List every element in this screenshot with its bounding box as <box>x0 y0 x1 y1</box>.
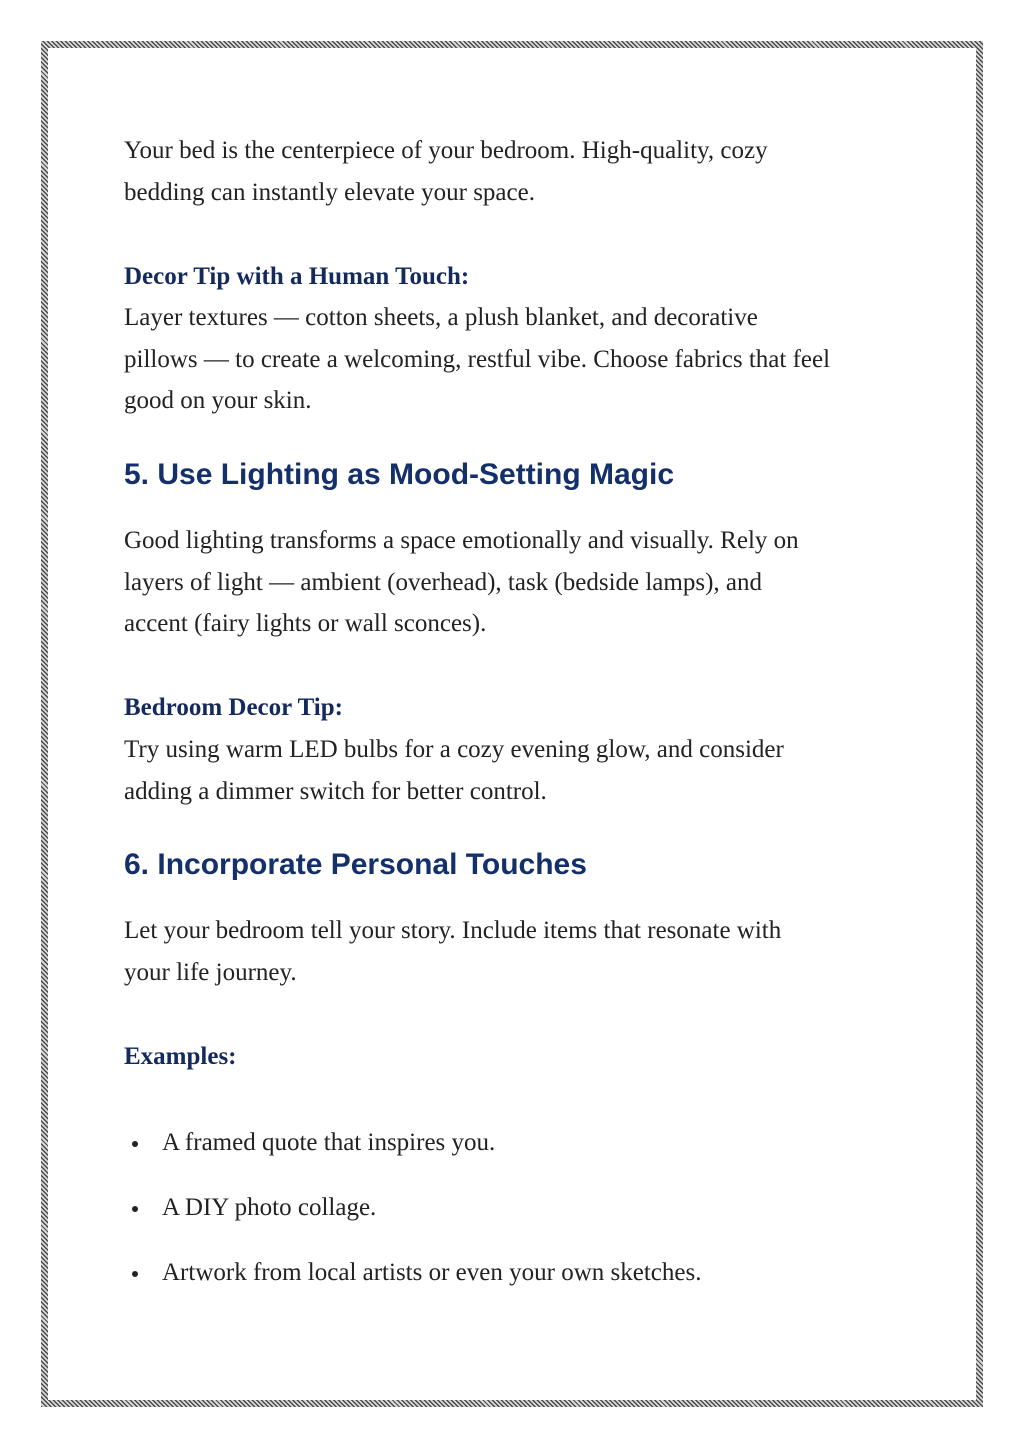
list-item-text: A DIY photo collage. <box>162 1194 377 1221</box>
section-heading-lighting: 5. Use Lighting as Mood-Setting Magic <box>124 458 675 491</box>
list-item <box>124 1190 914 1226</box>
list-item-text: A framed quote that inspires you. <box>162 1129 496 1156</box>
list-item-text: Artwork from local artists or even your own sketches. <box>162 1259 702 1286</box>
bullet-icon <box>132 1271 138 1277</box>
bullet-icon <box>132 1141 138 1147</box>
tip1-line-1: Layer textures — cotton sheets, a plush blanket, and decorative <box>124 304 758 331</box>
list-item <box>124 1125 914 1161</box>
personal-line-2: your life journey. <box>124 958 297 986</box>
tip2-line-2: adding a dimmer switch for better control. <box>124 777 547 805</box>
tip2-line-1: Try using warm LED bulbs for a cozy evening glow, and consider <box>124 736 784 763</box>
examples-heading: Examples: <box>124 1043 237 1070</box>
tip-paragraph-bedroom-decor <box>124 729 914 812</box>
list-item <box>124 1255 914 1291</box>
section-heading-personal-touches: 6. Incorporate Personal Touches <box>124 848 587 881</box>
tip-paragraph-human-touch <box>124 297 914 422</box>
lighting-line-1: Good lighting transforms a space emotionally and visually. Rely on <box>124 527 799 554</box>
intro-paragraph <box>124 130 914 213</box>
tip1-line-3: good on your skin. <box>124 387 312 414</box>
bullet-icon <box>132 1206 138 1212</box>
intro-line-1: Your bed is the centerpiece of your bedroom. High-quality, cozy <box>124 137 768 164</box>
lighting-line-3: accent (fairy lights or wall sconces). <box>124 610 487 637</box>
intro-line-2: bedding can instantly elevate your space. <box>124 178 535 206</box>
personal-touches-paragraph <box>124 910 914 993</box>
tip-heading-human-touch: Decor Tip with a Human Touch: <box>124 263 470 290</box>
lighting-paragraph <box>124 520 914 645</box>
personal-line-1: Let your bedroom tell your story. Include items that resonate with <box>124 917 782 944</box>
tip-heading-bedroom-decor: Bedroom Decor Tip: <box>124 694 343 721</box>
lighting-line-2: layers of light — ambient (overhead), task (bedside lamps), and <box>124 568 763 596</box>
tip1-line-2: pillows — to create a welcoming, restful vibe. Choose fabrics that feel <box>124 345 831 373</box>
